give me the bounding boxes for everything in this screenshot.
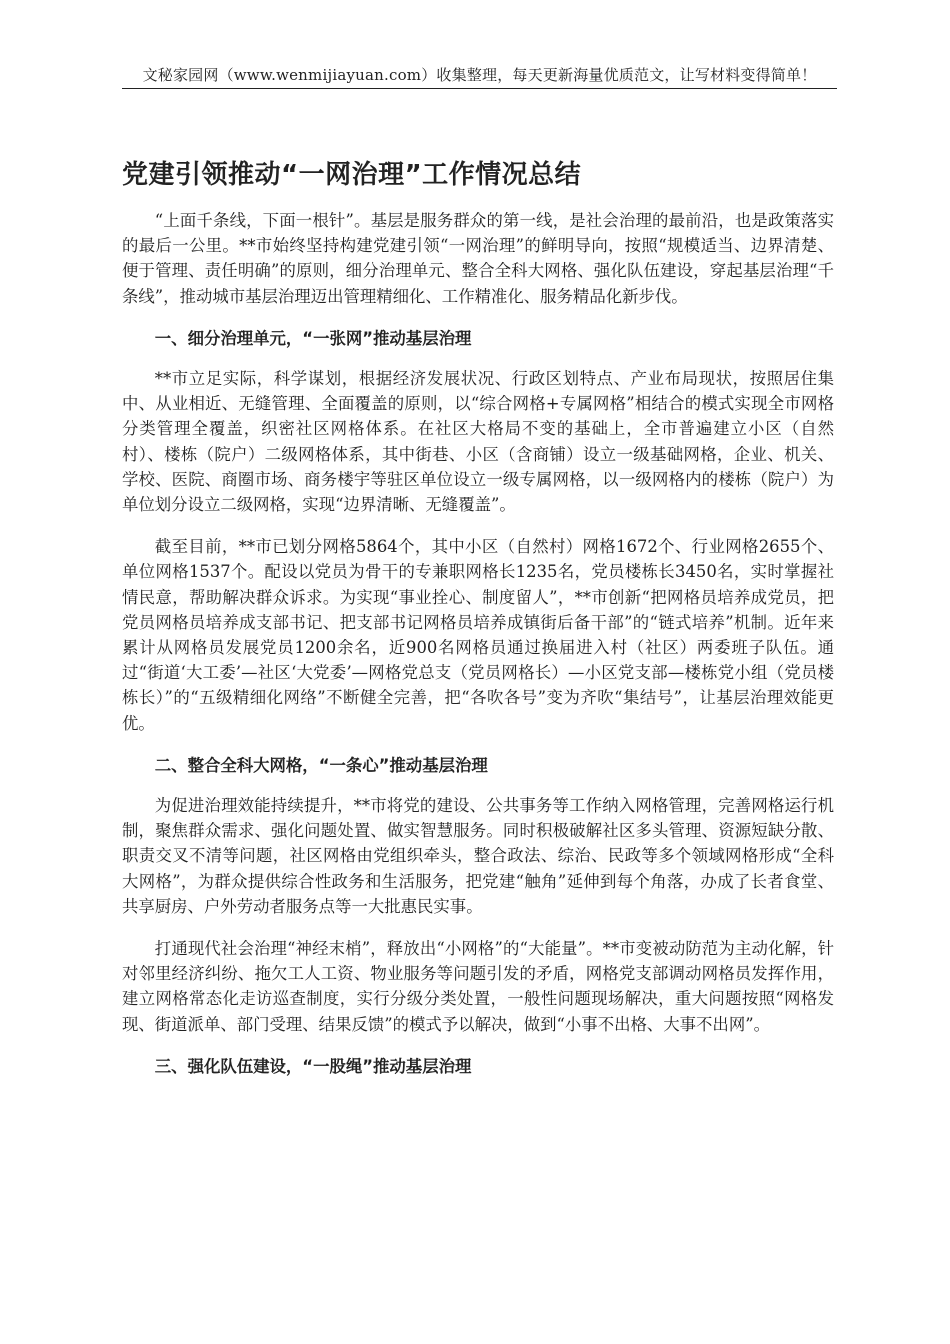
intro-paragraph: “上面千条线，下面一根针”。基层是服务群众的第一线，是社会治理的最前沿，也是政策落实的最后一公里。**市始终坚持构建党建引领“一网治理”的鲜明导向，按照“规模适当、边界清楚、便于管理、责任明确”的原则，细分治理单元、整合全科大网格、强化队伍建设，穿起基层治理“千条线”，推动城市基层治理迈出管理精细化、工作精准化、服务精品化新步伐。 xyxy=(122,211,834,306)
section-heading-2: 二、整合全科大网格，“一条心”推动基层治理 xyxy=(154,755,488,775)
document-title: 党建引领推动“一网治理”工作情况总结 xyxy=(122,160,582,190)
section-heading-1: 一、细分治理单元，“一张网”推动基层治理 xyxy=(154,328,472,348)
section-heading-3: 三、强化队伍建设，“一股绳”推动基层治理 xyxy=(154,1056,472,1076)
section-2-paragraph-1: 为促进治理效能持续提升，**市将党的建设、公共事务等工作纳入网格管理，完善网格运行机制，聚焦群众需求、强化问题处置、做实智慧服务。同时积极破解社区多头管理、资源短缺分散、职责交叉不清等问题，社区网格由党组织牵头，整合政法、综治、民政等多个领域网格形成“全科大网格”，为群众提供综合性政务和生活服务，把党建“触角”延伸到每个角落，办成了长者食堂、共享厨房、户外劳动者服务点等一大批惠民实事。 xyxy=(122,796,834,916)
section-2-paragraph-2: 打通现代社会治理“神经末梢”，释放出“小网格”的“大能量”。**市变被动防范为主动化解，针对邻里经济纠纷、拖欠工人工资、物业服务等问题引发的矛盾，网格党支部调动网格员发挥作用，建立网格常态化走访巡查制度，实行分级分类处置，一般性问题现场解决，重大问题按照“网格发现、街道派单、部门受理、结果反馈”的模式予以解决，做到“小事不出格、大事不出网”。 xyxy=(122,939,834,1034)
section-1-paragraph-1: **市立足实际，科学谋划，根据经济发展状况、行政区划特点、产业布局现状，按照居住集中、从业相近、无缝管理、全面覆盖的原则，以“综合网格+专属网格”相结合的模式实现全市网格分类管理全覆盖，织密社区网格体系。在社区大格局不变的基础上，全市普遍建立小区（自然村）、楼栋（院户）二级网格体系，其中街巷、小区（含商铺）设立一级基础网格，企业、机关、学校、医院、商圈市场、商务楼宇等驻区单位设立一级专属网格，以一级网格内的楼栋（院户）为单位划分设立二级网格，实现“边界清晰、无缝覆盖”。 xyxy=(122,369,834,515)
document-body xyxy=(122,208,834,1094)
page-header: 文秘家园网（www.wenmijiayuan.com）收集整理，每天更新海量优质范文，让写材料变得简单！ xyxy=(122,62,837,89)
section-1-paragraph-2: 截至目前，**市已划分网格5864个，其中小区（自然村）网格1672个、行业网格2655个、单位网格1537个。配设以党员为骨干的专兼职网格长1235名，党员楼栋长3450名，实时掌握社情民意，帮助解决群众诉求。为实现“事业拴心、制度留人”，**市创新“把网格员培养成党员，把党员网格员培养成支部书记、把支部书记网格员培养成镇街后备干部”的“链式培养”机制。近年来累计从网格员发展党员1200余名，近900名网格员通过换届进入村（社区）两委班子队伍。通过“街道‘大工委’—社区‘大党委’—网格党总支（党员网格长）—小区党支部—楼栋党小组（党员楼栋长）”的“五级精细化网络”不断健全完善，把“各吹各号”变为齐吹“集结号”，让基层治理效能更优。 xyxy=(122,537,834,733)
